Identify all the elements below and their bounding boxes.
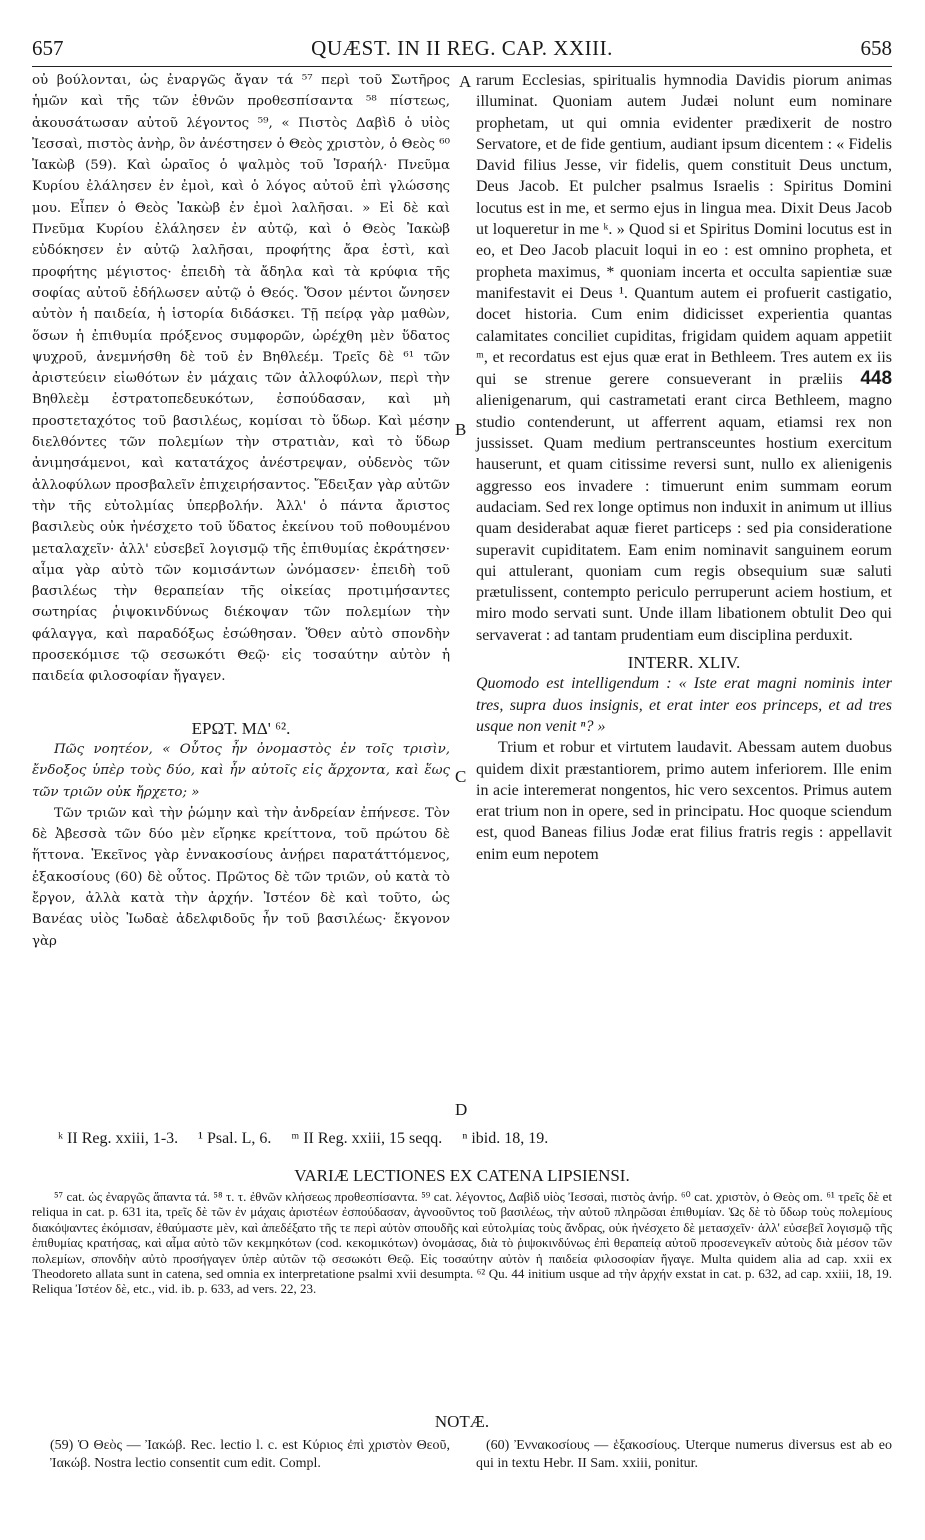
reference-l: ¹ Psal. L, 6. bbox=[198, 1130, 272, 1147]
margin-letter-a: A bbox=[459, 72, 472, 91]
greek-column bbox=[32, 70, 450, 952]
note-60: (60) Ἐννακοσίους — ἑξακοσίους. Uterque numerus diversus est ab eo qui in textu Hebr. II Sam. xxiii, ponitur. bbox=[476, 1438, 892, 1471]
column-number-marker: 448 bbox=[860, 368, 893, 390]
reference-k: ᵏ II Reg. xxiii, 1-3. bbox=[58, 1130, 179, 1147]
latin-column bbox=[476, 70, 892, 865]
scripture-references bbox=[58, 1130, 892, 1148]
running-title: QUÆST. IN II REG. CAP. XXIII. bbox=[311, 36, 613, 60]
greek-paragraph-2: Τῶν τριῶν καὶ τὴν ῥώμην καὶ τὴν ἀνδρείαν ἐπήνεσε. Τὸν δὲ Ἀβεσσὰ τῶν δύο μὲν εἴρηκε κρείττονα, τοῦ πρώτου δὲ ἥττονα. Ἐκεῖνος γὰρ ἐννακοσίους ἀνῄρει παρατάττόμενος, ἑξακοσίους (60) δὲ οὗτος. Πρῶτος δὲ τῶν τριῶν, οὐ κατὰ τὸ ἔργον, ἀλλὰ κατὰ τὴν ἀρχήν. Ἰστέον δὲ καὶ τοῦτο, ὡς Βανέας υἱὸς Ἰωδαὲ ἀδελφιδοῦς ἦν τοῦ βασιλέως· ἔκγονον γὰρ bbox=[32, 805, 450, 949]
page-header bbox=[32, 36, 892, 64]
variae-lectiones-text: ⁵⁷ cat. ὡς ἐναργῶς ἅπαντα τά. ⁵⁸ τ. τ. ἐθνῶν κλήσεως προθεσπίσαντα. ⁵⁹ cat. λέγοντος, Δαβὶδ υἱὸς Ἰεσσαὶ, πιστὸς ἀνήρ. ⁶⁰ cat. χριστὸν, ὁ Θεὸς om. ⁶¹ τρεῖς δὲ et reliqua in cat. p. 631 ita, τρεῖς δὲ τῶν ἐν μάχαις ἀριστέων ἐσπούδασαν, ἀγνοοῦντος τοῦ βασιλέως, τὴν αὐτοῦ πληρῶσαι ἐπιθυμίαν. Ὡς δὲ τὸ ὕδωρ τοὺς πολεμίους διακόψαντες ἐκόμισαν, ἐθαύμαστε μὲν, καὶ ἀπεδέξατο τῆς τε περὶ αὐτὸν σπουδῆς καὶ εὐτολμίας τοὺς ἄνδρας, οὐκ ἠνέσχετο δὲ μετασχεῖν· ἀλλ' εὐσεβεῖ λογισμῷ τῆς ἐπιθυμίας κρατήσας, καὶ αἷμα αὐτὸ τῶν κεκμηκότων (cod. κεκομικότων) ὀνομάσας, διὰ τὸ ῥιψοκινδύνως ἐπὶ θεραπείᾳ αὐτοῦ προσενεγκεῖν αὐτοὺς διὰ μέσον τῶν πολεμίων, σπονδὴν αὐτὸ προσήγαγεν ὑπὲρ αὐτῶν τῷ σεσωκότι Θεῷ. Εἰς τοσαύτην αὐτὸν ἡ παιδεία φιλοσοφίαν ἤγαγε. Multa quidem alia ad cap. xxii ex Theodoreto allata sunt in catena, sed omnia ex interpretatione psalmi xvii desumpta. ⁶² Qu. 44 initium usque ad τὴν ἀρχήν exstat in cat. p. 632, ad cap. xxiii, 18, 19. Reliqua Ἰστέον δὲ, etc., vid. ib. p. 633, ad vers. 22, 23. bbox=[32, 1189, 892, 1297]
page-number-right: 658 bbox=[860, 36, 892, 60]
greek-question-lead: Πῶς νοητέον, bbox=[54, 741, 153, 757]
variae-title: VARIÆ LECTIONES EX CATENA LIPSIENSI. bbox=[294, 1166, 630, 1185]
margin-letter-c: C bbox=[455, 767, 467, 786]
notae-title: NOTÆ. bbox=[434, 1412, 490, 1431]
latin-paragraph-1: rarum Ecclesias, spiritualis hymnodia Davidis piorum animas illuminat. Quoniam autem Judæi nolunt eum nominare prophetam, ut qui omnia evidenter prædixerit de nostro Servatore, et de fide gentium, audiant ipsum dicentem : « Fidelis David filius Jesse, vir fidelis, quem constituit Deus unctum, Deus Jacob. Et pulcher psalmus Israelis : Spiritus Domini locutus est in me, et sermo ejus in lingua mea. Dixit Deus Jacob ut loqueretur in me ᵏ. » Quod si et Spiritus Domini locutus est in eo, et Deo Jacob placuit loqui in eo : est omnino propheta, et propheta maximus, * quoniam incerta et occulta sapientiæ suæ manifestavit ei Deus ¹. Quantum autem ei profuerit castigatio, docet historia. Cum enim didicisset experientia quantas calamitates conciliet cupiditas, frigidam quidem aquam appetiit ᵐ, et recordatus est ejus quæ erat in Bethleem. Tres autem ex iis qui se strenue gerere consueverant in præliis 448 alienigenarum, qui castrametati erant circa Bethleem, magno studio contenderunt, ut afferrent aquam, etiamsi rex non jussisset. Quam medium pertransceuntes hostium exercitum hauserunt, et quam citissime reversi sunt, nullo ex alienigenis aggresso eos invadere : timuerunt enim summam eorum audaciam. Sed rex longe optimus non induxit in animum ut illius quam desiderabat aquæ fieret particeps : sed pia consideratione superavit cupiditatem. Eam enim nominavit sanguinem eorum qui attulerant, quoniam cum regis obsequium suæ saluti prætulissent, contempto periculo perruperunt aciem hostium, et miro modo servati sunt. Unde illam libationem obtulit Deo qui servaverat : ad tantam prudentiam eum disciplina perduxit. bbox=[476, 72, 893, 644]
greek-question-heading: ΕΡΩΤ. ΜΔ' ⁶². bbox=[191, 718, 291, 738]
greek-paragraph-1: οὐ βούλονται, ὡς ἐναργῶς ἄγαν τά ⁵⁷ περὶ τοῦ Σωτῆρος ἡμῶν καὶ τῆς τῶν ἐθνῶν προθεσπίσαντα ⁵⁸ πίστεως, ἀκουσάτωσαν αὐτοῦ λέγοντος ⁵⁹, « Πιστὸς Δαβὶδ ὁ υἱὸς Ἰεσσαὶ, πιστὸς ἀνὴρ, ὃν ἀνέστησεν ὁ Θεὸς χριστὸν, ὁ Θεὸς ⁶⁰ Ἰακὼβ (59). Καὶ ὡραῖος ὁ ψαλμὸς τοῦ Ἰσραήλ· Πνεῦμα Κυρίου ἐλάλησεν ἐν ἐμοὶ, καὶ ὁ λόγος αὐτοῦ ἐπὶ γλώσσης μου. Εἶπεν ὁ Θεὸς Ἰακὼβ ἐν ἐμοὶ λαλῆσαι. » Εἰ δὲ καὶ Πνεῦμα Κυρίου ἐλάλησεν ἐν αὐτῷ, καὶ ὁ Θεὸς Ἰακὼβ εὐδόκησεν ἐν αὐτῷ λαλῆσαι, προφήτης ἄρα ἐστὶ, καὶ προφήτης μέγιστος· ἐπειδὴ τὰ ἄδηλα καὶ τὰ κρύφια τῆς σοφίας αὐτοῦ ἐδήλωσεν αὐτῷ ὁ Θεός. Ὅσον μέντοι ὤνησεν αὐτὸν ἡ παιδεία, ἡ ἱστορία διδάσκει. Τῇ πείρᾳ γὰρ μαθὼν, ὅσων ἡ ἐπιθυμία πρόξενος συμφορῶν, ὠρέχθη μὲν ὕδατος ψυχροῦ, ἀνεμνήσθη δὲ τοῦ ἐν Βηθλεέμ. Τρεῖς δὲ ⁶¹ τῶν ἀριστεύειν εἰωθότων ἐν μάχαις τῶν ἀλλοφύλων, περὶ τὴν Βηθλεὲμ ἐστρατοπεδευκότων, ἐσπούδασαν, καὶ μὴ προστεταχότος τοῦ βασιλέως, κομίσαι τὸ ὕδωρ. Καὶ μέσην διελθόντες τῶν πολεμίων τὴν στρατιὰν, καὶ τὸ ὕδωρ ἀνιμησάμενοι, καὶ κατατάχος ἀνέστρεψαν, οὐδενὸς τῶν ἀλλοφύλων προσβαλεῖν ἐπιχειρήσαντος. Ἔδειξαν γὰρ αὐτῶν τὴν τῆς εὐτολμίας ὑπερβολήν. Ἀλλ' ὁ πάντα ἄριστος βασιλεὺς οὐκ ἠνέσχετο τοῦ ὕδατος ἐκείνου τοῦ ποθουμένου μεταλαχεῖν· ἀλλ' εὐσεβεῖ λογισμῷ τῆς ἐπιθυμίας ἐκράτησεν· αἷμα γὰρ αὐτὸ τῶν κομισάντων ὠνόμασεν· ἐπειδὴ τοῦ βασιλέως τὴν θεραπείαν τῆς οἰκείας προτιμήσαντες σωτηρίας ῥιψοκινδύνως διέκοψαν τῶν πολεμίων τὴν φάλαγγα, καὶ παραδόξως ἐσώθησαν. Ὅθεν αὐτὸ σπονδὴν προσεκόμισε τῷ σεσωκότι Θεῷ· εἰς τοσαύτην αὐτὸν ἡ παιδεία φιλοσοφίαν ἤγαγεν. bbox=[32, 73, 450, 685]
page-number-left: 657 bbox=[32, 36, 64, 60]
greek-question bbox=[32, 739, 450, 803]
greek-question-text: « Οὗτος ἦν ὀνομαστὸς ἐν τοῖς τρισὶν, ἔνδοξος ὑπὲρ τοὺς δύο, καὶ ἦν αὐτοῖς εἰς ἄρχοντα, καὶ ἕως τῶν τριῶν οὐκ ἤρχετο; » bbox=[32, 741, 450, 800]
note-59: (59) Ὁ Θεὸς — Ἰακώβ. Rec. lectio l. c. est Κύριος ἐπὶ χριστὸν Θεοῦ, Ἰακώβ. Nostra lectio consentit cum edit. Compl. bbox=[50, 1438, 450, 1471]
reference-m: ᵐ II Reg. xxiii, 15 seqq. bbox=[291, 1130, 443, 1147]
latin-question-heading: INTERR. XLIV. bbox=[627, 653, 741, 673]
header-rule bbox=[32, 66, 892, 67]
latin-paragraph-2: Trium et robur et virtutem laudavit. Abessam autem duobus quidem dixit præstantiorem, primo autem inferiorem. Ille enim in acie interemerat nongentos, hic vero sexcentos. Primus autem erat trium non in opere, sed in principatu. Hoc quoque sciendum est, quod Baneas filius Jodæ erat filius fratris regis : appellavit enim eum nepotem bbox=[476, 739, 892, 863]
reference-n: ⁿ ibid. 18, 19. bbox=[462, 1130, 549, 1147]
margin-letter-d: D bbox=[455, 1100, 468, 1119]
margin-letter-b: B bbox=[455, 420, 467, 439]
latin-question: Quomodo est intelligendum : « Iste erat magni nominis inter tres, supra duos insignis, et erat inter eos princeps, et ad tres usque non venit ⁿ? » bbox=[476, 675, 892, 735]
